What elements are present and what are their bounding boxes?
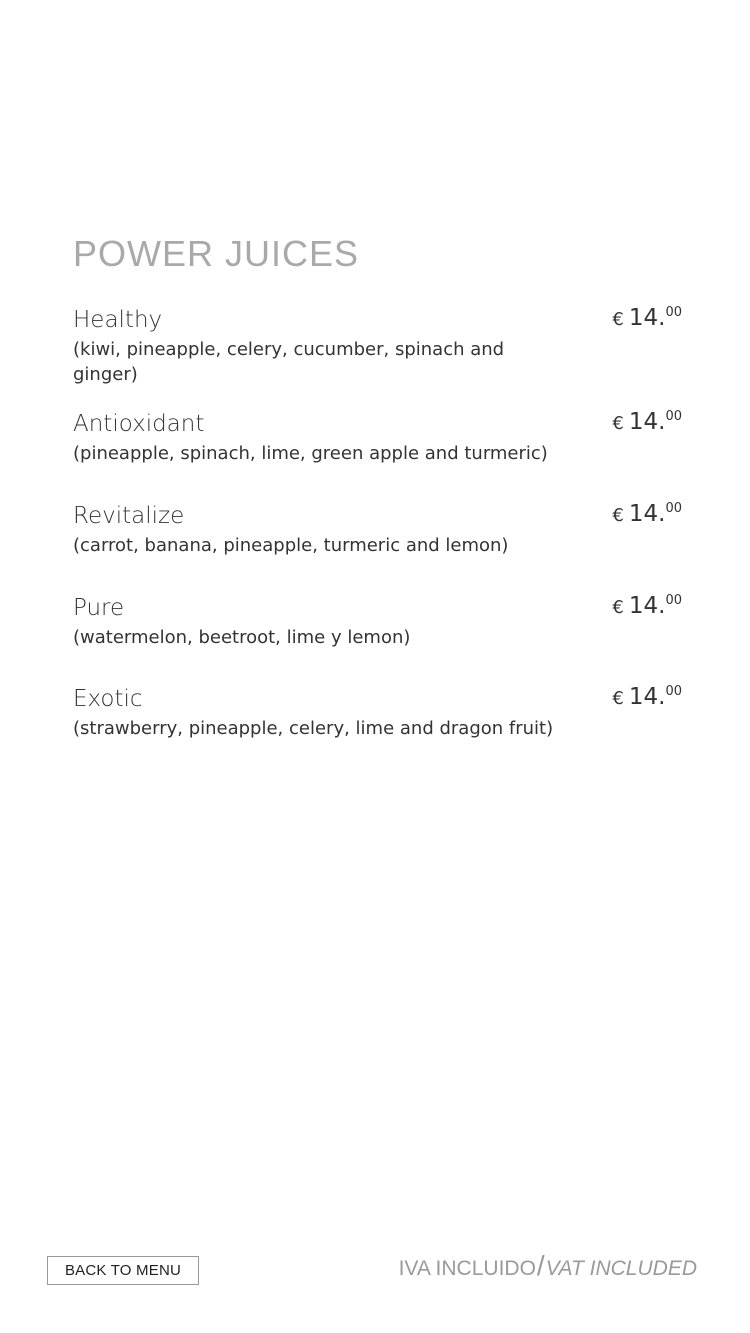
price-currency: € — [612, 309, 624, 330]
vat-english: VAT INCLUDED — [545, 1257, 697, 1280]
item-name: Healthy — [73, 307, 163, 333]
price-cents: 00 — [665, 305, 682, 320]
menu-item — [73, 499, 685, 591]
item-name: Pure — [73, 595, 125, 621]
item-name: Antioxidant — [73, 411, 205, 437]
menu-item — [73, 303, 685, 407]
item-description: (carrot, banana, pineapple, turmeric and lemon) — [73, 535, 509, 556]
price-amount: 14. — [628, 593, 666, 619]
item-name: Revitalize — [73, 503, 185, 529]
vat-note — [399, 1250, 697, 1282]
item-price — [612, 593, 682, 619]
price-amount: 14. — [628, 305, 666, 331]
price-cents: 00 — [665, 593, 682, 608]
back-to-menu-button[interactable]: BACK TO MENU — [47, 1256, 199, 1285]
menu-list — [73, 303, 685, 774]
vat-spanish: IVA INCLUIDO — [398, 1257, 536, 1280]
price-cents: 00 — [665, 409, 682, 424]
price-currency: € — [612, 597, 624, 618]
price-currency: € — [612, 413, 624, 434]
price-amount: 14. — [628, 409, 666, 435]
item-price — [612, 684, 682, 710]
item-price — [612, 501, 682, 527]
item-description: (strawberry, pineapple, celery, lime and dragon fruit) — [73, 718, 554, 739]
item-price — [612, 305, 682, 331]
price-cents: 00 — [665, 501, 682, 516]
section-title: POWER JUICES — [73, 233, 360, 274]
price-amount: 14. — [628, 501, 666, 527]
item-description: (watermelon, beetroot, lime y lemon) — [73, 627, 411, 648]
menu-item — [73, 407, 685, 499]
vat-separator: / — [536, 1250, 545, 1281]
price-cents: 00 — [665, 684, 682, 699]
item-description: (pineapple, spinach, lime, green apple and turmeric) — [73, 443, 548, 464]
price-currency: € — [612, 688, 624, 709]
item-name: Exotic — [73, 686, 143, 712]
price-amount: 14. — [628, 684, 666, 710]
item-description: (kiwi, pineapple, celery, cucumber, spinach and ginger) — [73, 339, 505, 385]
menu-item — [73, 591, 685, 682]
price-currency: € — [612, 505, 624, 526]
item-price — [612, 409, 682, 435]
menu-item — [73, 682, 685, 774]
